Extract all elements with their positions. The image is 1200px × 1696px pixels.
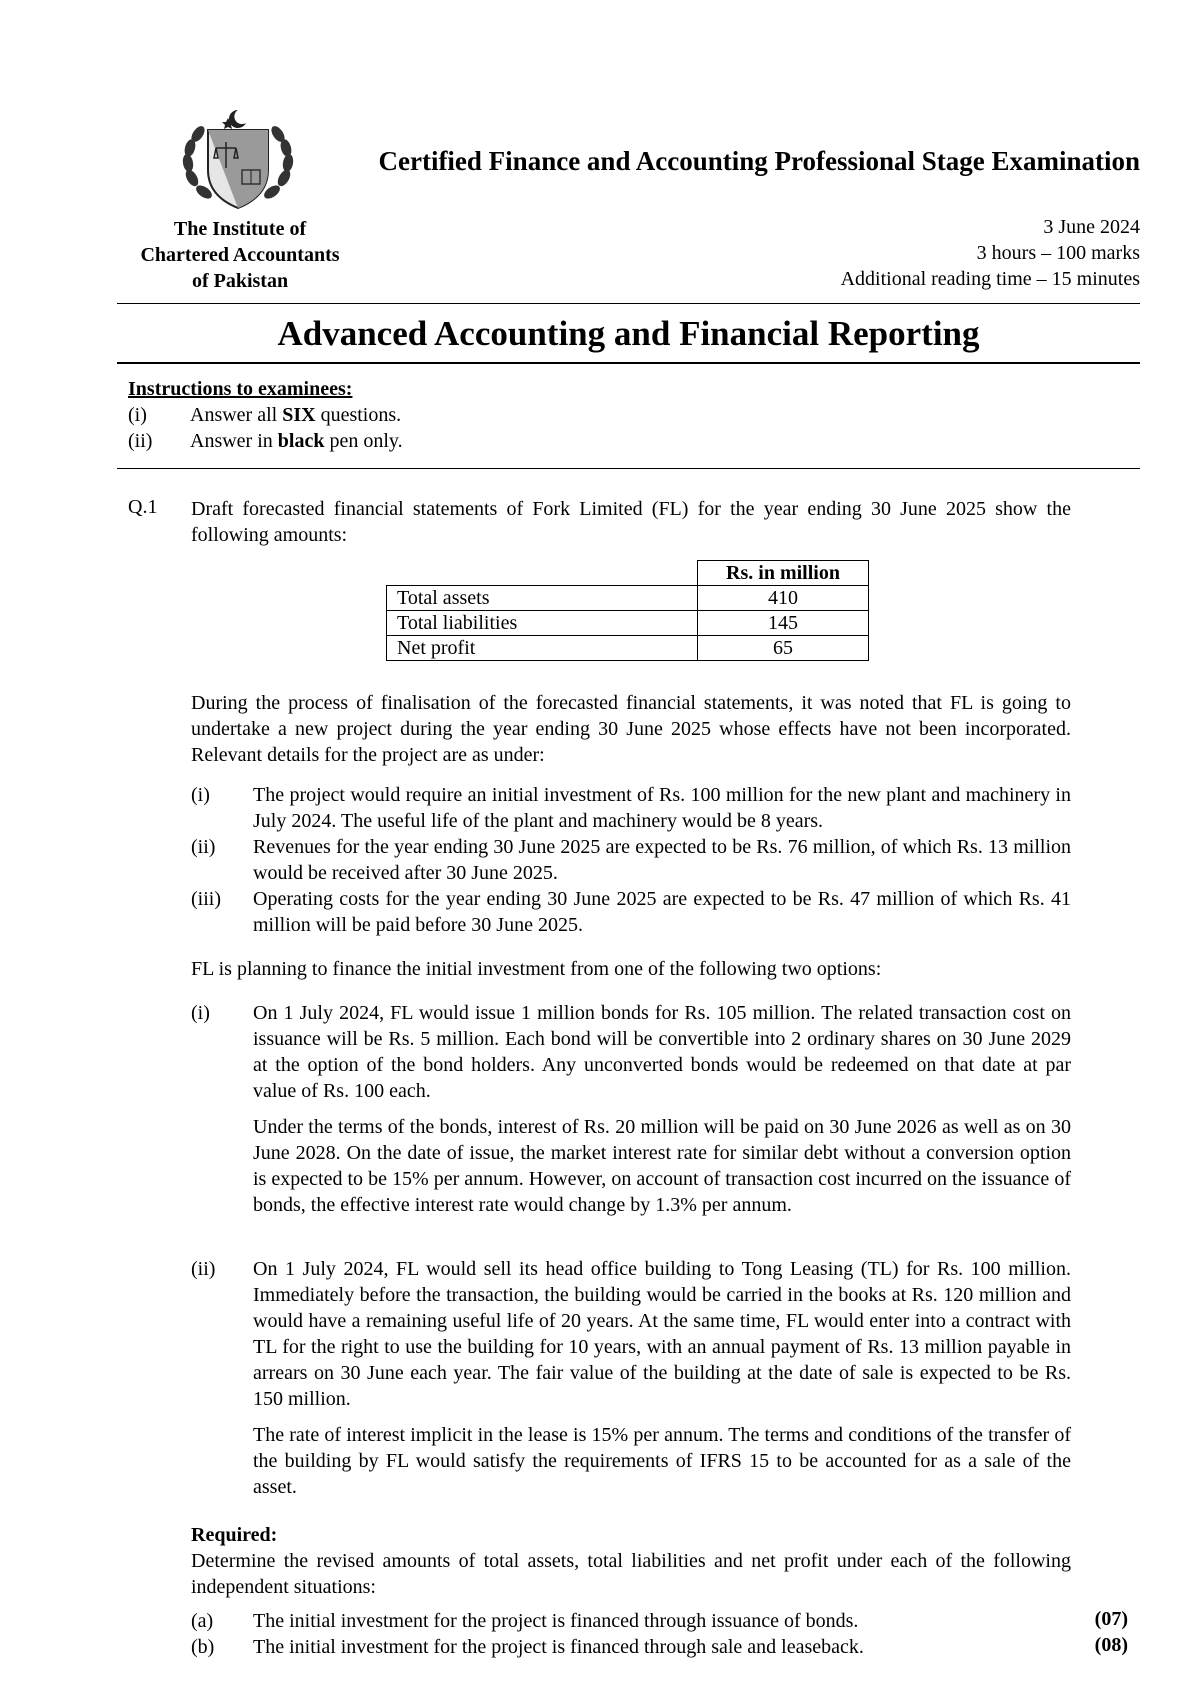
instruction-number: (i) (128, 404, 147, 426)
option-number: (ii) (191, 1258, 216, 1280)
question-number: Q.1 (128, 496, 158, 518)
forecast-table (386, 560, 869, 661)
subject-title: Advanced Accounting and Financial Reporting (277, 314, 980, 353)
table-row-value: 410 (698, 586, 869, 611)
item-number: (iii) (191, 888, 221, 910)
instruction-item (128, 430, 403, 453)
required-part (191, 1634, 1071, 1660)
table-row (387, 586, 869, 611)
financing-option-continued (191, 1114, 1071, 1218)
logo-crest-icon (178, 108, 298, 213)
required-text: Determine the revised amounts of total assets, total liabilities and net profit under each of the following independent situations: (191, 1550, 1071, 1598)
financing-option (191, 1256, 1071, 1412)
table-row-label: Net profit (387, 636, 698, 661)
instruction-text-end: pen only. (324, 430, 403, 452)
table-column-header: Rs. in million (698, 561, 869, 586)
financing-option (191, 1000, 1071, 1104)
instruction-emphasis: SIX (282, 404, 316, 426)
subject-divider (117, 362, 1140, 364)
part-text: The initial investment for the project is financed through issuance of bonds. (253, 1610, 859, 1632)
part-number: (a) (191, 1610, 214, 1632)
part-marks: (08) (1094, 1634, 1128, 1656)
table-row-label: Total liabilities (387, 611, 698, 636)
project-item (191, 886, 1071, 938)
table-row-value: 65 (698, 636, 869, 661)
option-text: The rate of interest implicit in the lease is 15% per annum. The terms and conditions of the transfer of the building by FL would satisfy the requirements of IFRS 15 to be accounted for as a sale of the asset. (253, 1424, 1071, 1498)
option-text: On 1 July 2024, FL would sell its head office building to Tong Leasing (TL) for Rs. 100 million. Immediately before the transaction, the building would be carried in the books at Rs. 120 million and would have a remaining useful life of 20 years. At the same time, FL would enter into a contract with TL for the right to use the building for 10 years, with an annual payment of Rs. 13 million payable in arrears on 30 June each year. The fair value of the building at the date of sale is expected to be Rs. 150 million. (253, 1258, 1071, 1410)
institute-line-1: The Institute of (173, 218, 307, 240)
instruction-text: Answer in (190, 430, 278, 452)
option-text: On 1 July 2024, FL would issue 1 million bonds for Rs. 105 million. The related transaction cost on issuance will be Rs. 5 million. Each bond will be convertible into 2 ordinary shares on 30 June 2029 at the option of the bond holders. Any unconverted bonds would be redeemed on that date at par value of Rs. 100 each. (253, 1002, 1071, 1102)
required-heading: Required: (191, 1524, 278, 1546)
table-row-label: Total assets (387, 586, 698, 611)
table-row (387, 611, 869, 636)
financing-option-continued (191, 1422, 1071, 1500)
reading-time: Additional reading time – 15 minutes (840, 268, 1140, 290)
item-text: Revenues for the year ending 30 June 2025 are expected to be Rs. 76 million, of which Rs. 13 million would be received after 30 June 2025. (253, 836, 1071, 884)
exam-meta (700, 214, 1140, 292)
required-part (191, 1608, 1071, 1634)
exam-title: Certified Finance and Accounting Professional Stage Examination (378, 146, 1140, 176)
option-text: Under the terms of the bonds, interest of Rs. 20 million will be paid on 30 June 2026 as well as on 30 June 2028. On the date of issue, the market interest rate for similar debt without a conversion option is expected to be 15% per annum. However, on account of transaction cost incurred on the issuance of bonds, the effective interest rate would change by 1.3% per annum. (253, 1116, 1071, 1216)
project-item (191, 782, 1071, 834)
table-blank-cell (387, 561, 698, 586)
item-text: The project would require an initial investment of Rs. 100 million for the new plant and machinery in July 2024. The useful life of the plant and machinery would be 8 years. (253, 784, 1071, 832)
header-divider (117, 303, 1140, 304)
item-number: (i) (191, 784, 210, 806)
question-intro: Draft forecasted financial statements of Fork Limited (FL) for the year ending 30 June 2025 show the following amounts: (191, 498, 1071, 546)
financing-paragraph: FL is planning to finance the initial investment from one of the following two options: (191, 958, 882, 980)
option-number: (i) (191, 1002, 210, 1024)
exam-duration: 3 hours – 100 marks (976, 242, 1140, 264)
part-text: The initial investment for the project is financed through sale and leaseback. (253, 1636, 864, 1658)
instruction-text: Answer all (190, 404, 283, 426)
institute-line-3: of Pakistan (191, 270, 289, 292)
project-item (191, 834, 1071, 886)
instruction-item (128, 404, 401, 427)
institute-name (115, 216, 365, 294)
item-text: Operating costs for the year ending 30 June 2025 are expected to be Rs. 47 million of which Rs. 41 million will be paid before 30 June 2025. (253, 888, 1071, 936)
icap-logo (178, 108, 298, 213)
table-row-value: 145 (698, 611, 869, 636)
instructions-divider (117, 468, 1140, 469)
exam-date: 3 June 2024 (1043, 216, 1140, 238)
table-header-row (387, 561, 869, 586)
instructions-heading: Instructions to examinees: (128, 378, 353, 400)
institute-line-2: Chartered Accountants (140, 244, 340, 266)
instruction-number: (ii) (128, 430, 153, 452)
instruction-text-end: questions. (315, 404, 402, 426)
table-row (387, 636, 869, 661)
instruction-emphasis: black (277, 430, 325, 452)
part-number: (b) (191, 1636, 215, 1658)
item-number: (ii) (191, 836, 216, 858)
project-paragraph: During the process of finalisation of the forecasted financial statements, it was noted that FL is going to undertake a new project during the year ending 30 June 2025 whose effects have not been incorporated. Relevant details for the project are as under: (191, 692, 1071, 766)
part-marks: (07) (1094, 1608, 1128, 1630)
